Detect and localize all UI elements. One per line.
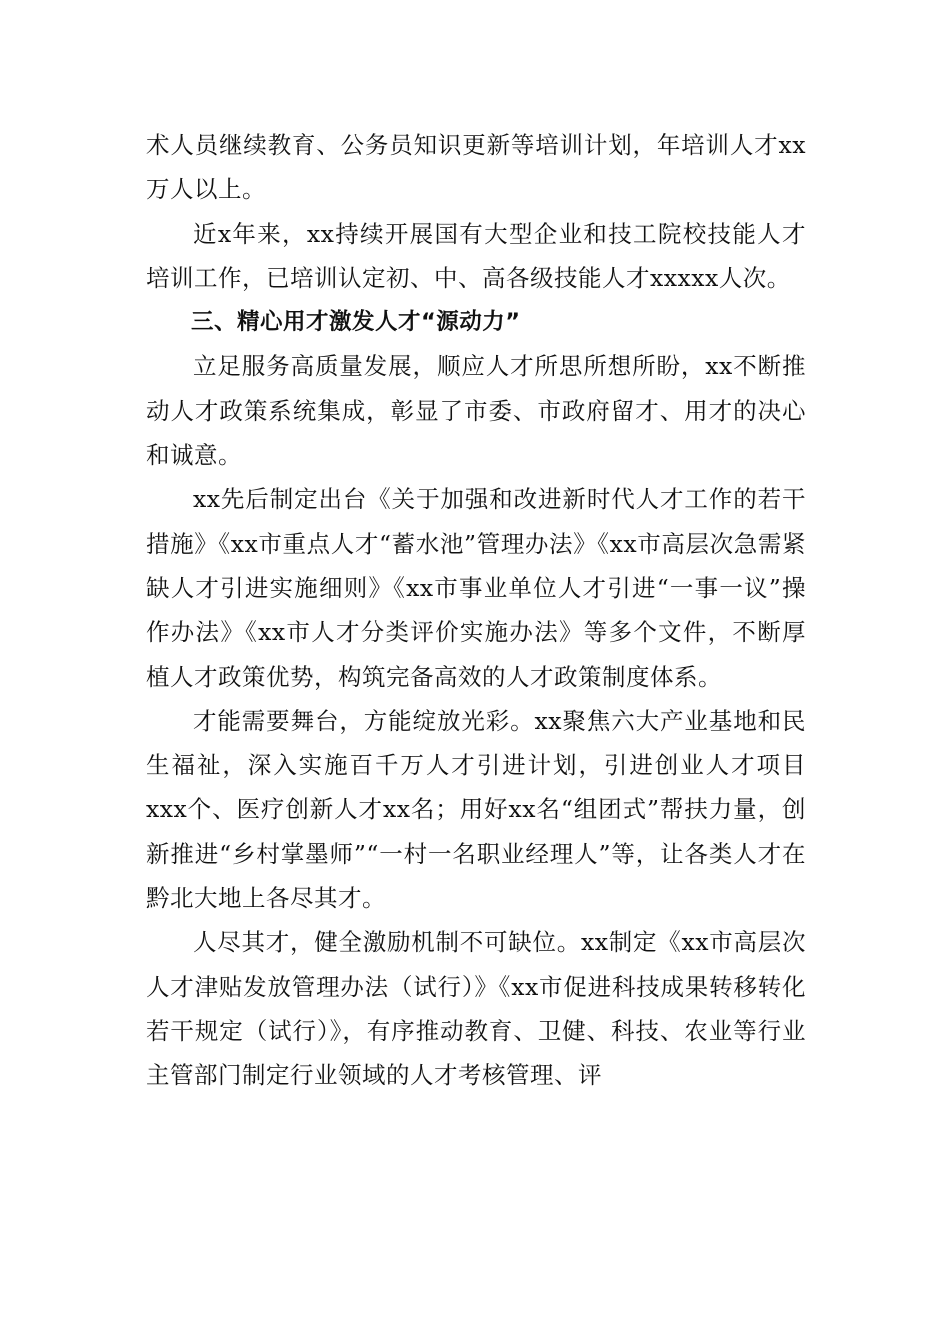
document-body [146, 123, 806, 1098]
paragraph-incentives: 人尽其才，健全激励机制不可缺位。xx制定《xx市高层次人才津贴发放管理办法（试行）》《xx市促进科技成果转移转化若干规定（试行）》，有序推动教育、卫健、科技、农业等行业主管部门制定行业领域的人才考核管理、评 [146, 928, 806, 1090]
paragraph-policy-integration: 立足服务高质量发展，顺应人才所思所想所盼，xx不断推动人才政策系统集成，彰显了市委、市政府留才、用才的决心和诚意。 [146, 352, 806, 470]
section-heading: 三、精心用才激发人才“源动力” [191, 309, 521, 336]
paragraph-talent-stage: 才能需要舞台，方能绽放光彩。xx聚焦六大产业基地和民生福祉，深入实施百千万人才引进计划，引进创业人才项目xxx个、医疗创新人才xx名；用好xx名“组团式”帮扶力量，创新推进“乡村掌墨师”“一村一名职业经理人”等，让各类人才在黔北大地上各尽其才。 [146, 706, 806, 913]
paragraph-policy-documents: xx先后制定出台《关于加强和改进新时代人才工作的若干措施》《xx市重点人才“蓄水池”管理办法》《xx市高层次急需紧缺人才引进实施细则》《xx市事业单位人才引进“一事一议”操作办法》《xx市人才分类评价实施办法》等多个文件，不断厚植人才政策优势，构筑完备高效的人才政策制度体系。 [146, 485, 806, 691]
paragraph-continuation: 术人员继续教育、公务员知识更新等培训计划，年培训人才xx万人以上。 [146, 131, 806, 204]
paragraph-training: 近x年来，xx持续开展国有大型企业和技工院校技能人才培训工作，已培训认定初、中、高各级技能人才xxxxx人次。 [146, 219, 806, 292]
